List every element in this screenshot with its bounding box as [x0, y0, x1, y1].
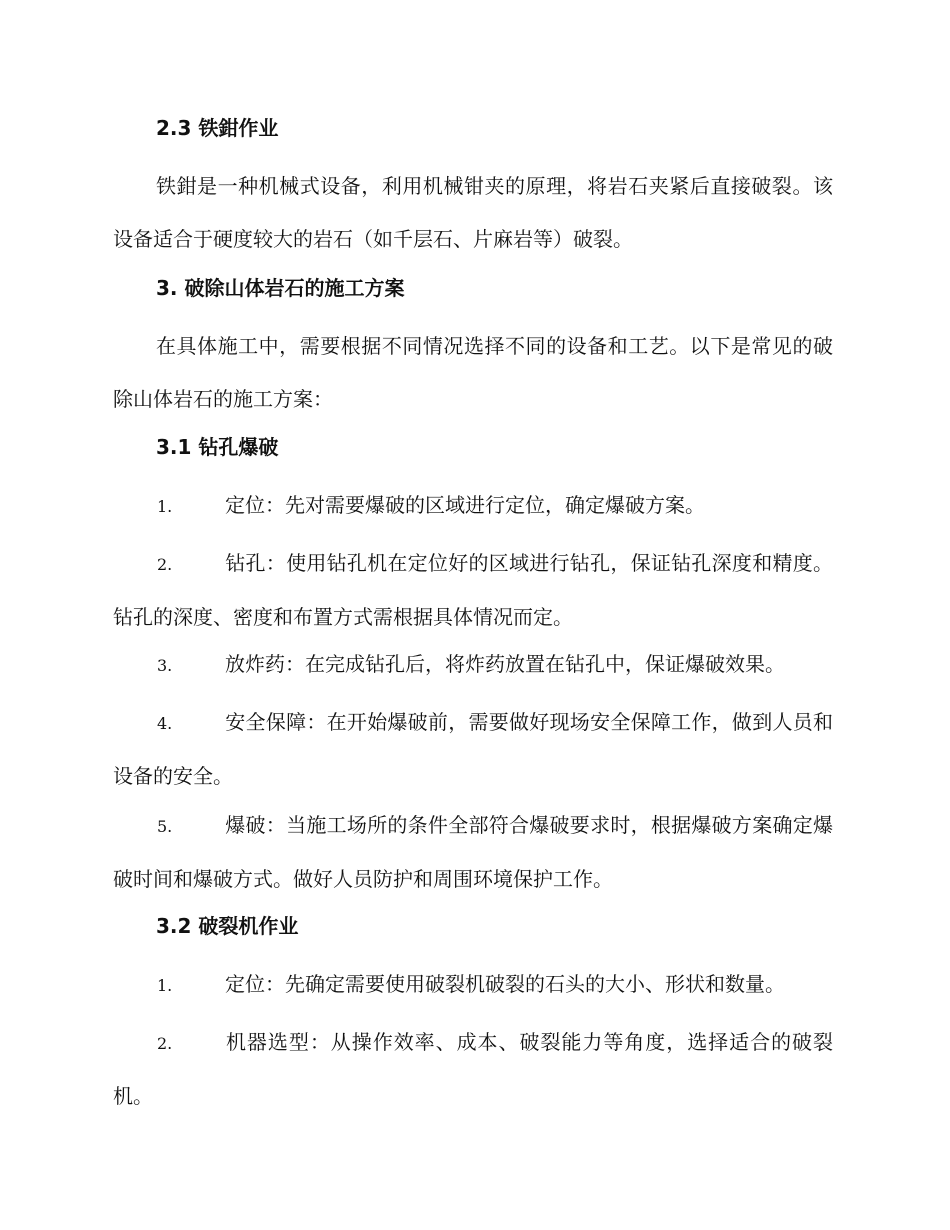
section-paragraph-3: 在具体施工中，需要根据不同情况选择不同的设备和工艺。以下是常见的破除山体岩石的施工方案： [113, 334, 833, 411]
list-item [113, 537, 833, 644]
list-item-text: 机器选型：从操作效率、成本、破裂能力等角度，选择适合的破裂机。 [113, 1030, 833, 1108]
list-item-number: 2. [157, 555, 173, 574]
list-item-number: 1. [157, 497, 173, 516]
section-heading-3-1: 3.1 钻孔爆破 [156, 435, 279, 459]
list-item [113, 479, 833, 533]
list-item-number: 5. [157, 817, 173, 836]
list-item [113, 958, 833, 1012]
list-item-text: 爆破：当施工场所的条件全部符合爆破要求时，根据爆破方案确定爆破时间和爆破方式。做好人员防护和周围环境保护工作。 [113, 813, 833, 891]
section-heading-3: 3. 破除山体岩石的施工方案 [156, 276, 405, 300]
list-item [113, 638, 833, 692]
list-item-number: 4. [157, 714, 173, 733]
list-item-text: 定位：先对需要爆破的区域进行定位，确定爆破方案。 [225, 493, 705, 517]
list-item-text: 放炸药：在完成钻孔后，将炸药放置在钻孔中，保证爆破效果。 [225, 652, 785, 676]
list-item [113, 799, 833, 906]
list-item-number: 2. [157, 1034, 173, 1053]
list-item-text: 钻孔：使用钻孔机在定位好的区域进行钻孔，保证钻孔深度和精度。钻孔的深度、密度和布置方式需根据具体情况而定。 [113, 551, 833, 629]
list-item-text: 定位：先确定需要使用破裂机破裂的石头的大小、形状和数量。 [225, 972, 785, 996]
list-item-number: 1. [157, 976, 173, 995]
section-heading-2-3: 2.3 铁鉗作业 [156, 116, 279, 140]
section-paragraph-2-3: 铁鉗是一种机械式设备，利用机械钳夹的原理，将岩石夹紧后直接破裂。该设备适合于硬度较大的岩石（如千层石、片麻岩等）破裂。 [113, 174, 833, 251]
section-heading-3-2: 3.2 破裂机作业 [156, 914, 299, 938]
list-item [113, 1016, 833, 1123]
list-item-number: 3. [157, 656, 173, 675]
list-item-text: 安全保障：在开始爆破前，需要做好现场安全保障工作，做到人员和设备的安全。 [113, 710, 833, 788]
list-item [113, 696, 833, 803]
